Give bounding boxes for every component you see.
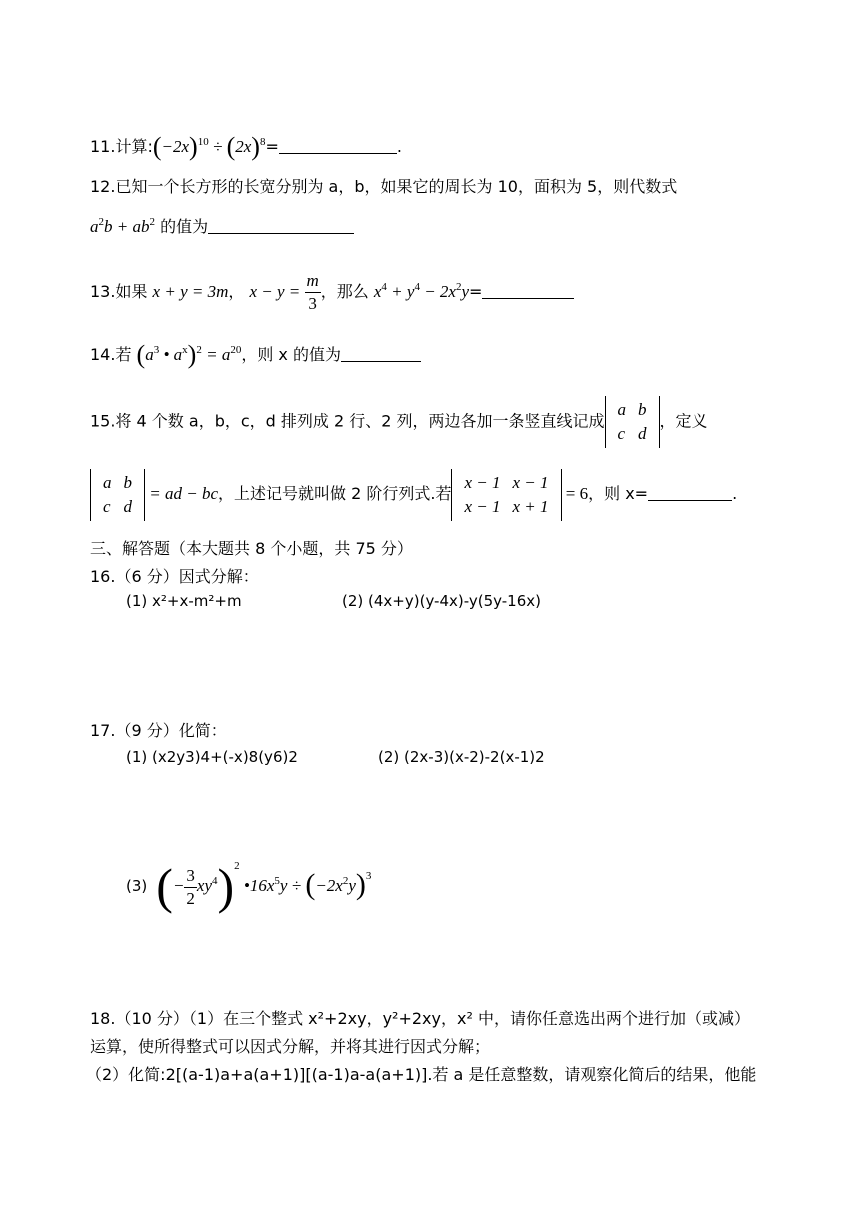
question-15: 15.将 4 个数 a，b，c，d 排列成 2 行、2 列，两边各加一条竖直线记成 a b c d ，定义	[90, 396, 708, 448]
question-11: 11.计算$:(-2x)^{10} \div (2x)^8=$ .	[90, 132, 402, 161]
question-12	[90, 176, 677, 198]
q11-answer-blank[interactable]	[279, 137, 397, 154]
q15-answer-blank[interactable]	[648, 484, 732, 501]
q16-part2: (2) (4x+y)(y-4x)-y(5y-16x)	[342, 592, 541, 610]
q14-expression: ($a^3$ • $a^x)^2 = a^{20}$	[136, 340, 242, 369]
question-16-title: 16.（6 分）因式分解：	[90, 567, 259, 586]
q15-determinant-abcd: a b c d	[605, 396, 660, 448]
question-17-title: 17.（9 分）化简：	[90, 721, 227, 740]
question-14: 14.若 ($a^3$ • $a^x)^2 = a^{20}$，则 x 的值为	[90, 344, 421, 366]
q13-eq1: x + y = 3m	[152, 282, 229, 301]
q15-determinant-x: x − 1 x − 1 x − 1 x + 1	[451, 469, 561, 521]
q14-answer-blank[interactable]	[341, 345, 421, 362]
question-13: 13.如果 x + y = 3m， x − y = $\frac{m}{3}$ ，那么 $x^4 + y^4 - 2x^2y=$	[90, 270, 574, 315]
q13-answer-blank[interactable]	[482, 282, 574, 299]
q17-part3	[126, 856, 371, 916]
q13-eq2: x − y =	[249, 282, 305, 301]
q13-expression: $x^4 + y^4 - 2x^2y$	[373, 281, 470, 301]
q11-prefix: 11.计算:	[90, 137, 153, 156]
q12-answer-blank[interactable]	[208, 217, 354, 234]
q17-part1: (1) (x2y3)4+(-x)8(y6)2	[126, 748, 298, 766]
q17-part3-label: (3)	[126, 877, 148, 895]
question-12-line2: $a^2b + ab^2$ 的值为	[90, 216, 354, 238]
section-heading: 三、解答题（本大题共 8 个小题，共 75 分）	[90, 539, 413, 558]
question-18-line3: （2）化简:2[(a-1)a+a(a+1)][(a-1)a-a(a+1)].若 a 是任意整数，请观察化简后的结果，他能	[86, 1065, 757, 1084]
q17-part3-expression: (− $\frac{3}{2}$ $xy^4)^2$ $•16x^5y \div (-2x^2y)^3$	[156, 858, 372, 914]
q12-expression: $a^2b + ab^2$	[90, 216, 155, 236]
question-18-line2: 运算，使所得整式可以因式分解，并将其进行因式分解；	[90, 1037, 491, 1056]
q11-expression: $(-2x)^{10} \div (2x)^8$	[152, 132, 266, 161]
question-18-line1: 18.（10 分）（1）在三个整式 x²+2xy，y²+2xy，x² 中，请你任意选出两个进行加（或减）	[90, 1009, 750, 1028]
question-15-line2: a b c d = ad − bc，上述记号就叫做 2 阶行列式.若 x − 1 x − 1 x − 1 x + 1 = 6，则 x= .	[90, 466, 737, 522]
q12-text: 12.已知一个长方形的长宽分别为 a，b，如果它的周长为 10，面积为 5，则代数式	[90, 177, 678, 196]
q16-part1: (1) x²+x-m²+m	[126, 592, 242, 610]
q15-determinant-definition: a b c d	[90, 469, 145, 521]
q17-part2: (2) (2x-3)(x-2)-2(x-1)2	[378, 748, 545, 766]
q13-fraction: $\frac{m}{3}$	[306, 271, 319, 313]
